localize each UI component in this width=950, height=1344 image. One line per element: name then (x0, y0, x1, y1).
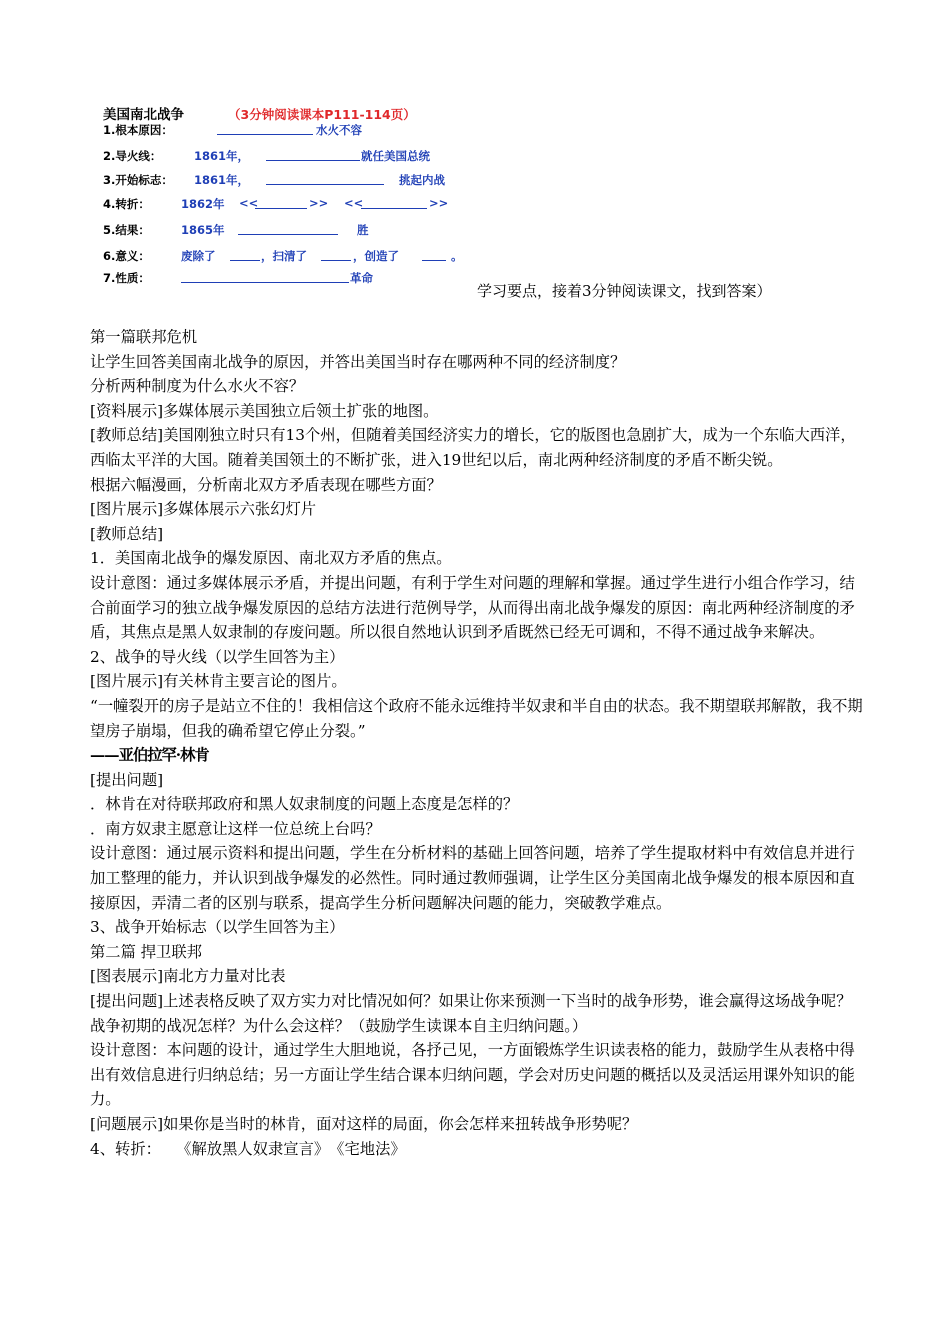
blank-line (361, 196, 427, 209)
row-text: << (239, 196, 259, 210)
paragraph: 设计意图：通过展示资料和提出问题，学生在分析材料的基础上回答问题，培养了学生提取材料中有效信息并进行加工整理的能力，并认识到战争爆发的必然性。同时通过教师强调，让学生区分美国南北战争爆发的根本原因和直接原因，弄清二者的区别与联系，提高学生分析问题解决问题的能力，突破教学难点。 (90, 844, 855, 912)
section-heading: 第二篇 捍卫联邦 (90, 942, 202, 961)
paragraph: [图片展示]多媒体展示六张幻灯片 (90, 500, 317, 519)
blank-line (230, 248, 260, 261)
body-text (90, 325, 865, 1161)
row-text: 1861年， (194, 149, 250, 163)
section-heading: 第一篇联邦危机 (90, 328, 198, 346)
worksheet-subtitle: （3分钟阅读课本P111-114页） (228, 107, 416, 122)
paragraph: 让学生回答美国南北战争的原因，并答出美国当时存在哪两种不同的经济制度？ (90, 352, 626, 371)
row-label: 3.开始标志： (103, 173, 173, 187)
row-text: 1865年 (181, 223, 225, 237)
paragraph: [问题展示]如果你是当时的林肯，面对这样的局面，你会怎样来扭转战争形势呢？ (90, 1115, 638, 1133)
row-text: 挑起内战 (399, 173, 445, 187)
paragraph: ．南方奴隶主愿意让这样一位总统上台吗？ (90, 819, 381, 838)
row-label: 4.转折： (103, 197, 150, 211)
row-text: >> (429, 196, 449, 210)
row-text: 。 (451, 249, 463, 263)
paragraph: 根据六幅漫画，分析南北双方矛盾表现在哪些方面？ (90, 475, 442, 494)
row-label: 6.意义： (103, 249, 150, 263)
paragraph: [图片展示]有关林肯主要言论的图片。 (90, 672, 347, 691)
row-text: >> (309, 196, 329, 210)
paragraph: [教师总结]美国刚独立时只有13个州，但随着美国经济实力的增长，它的版图也急剧扩大，成为一个东临大西洋，西临太平洋的大国。随着美国领土的不断扩张，进入19世纪以后，南北两种经济制度的矛盾不断尖锐。 (90, 426, 856, 469)
paragraph: 4、转折： 《解放黑人奴隶宣言》 《宅地法》 (90, 1139, 406, 1158)
quote-attribution: ——亚伯拉罕·林肯 (90, 746, 209, 765)
intro-text: 学习要点，接着3分钟阅读课文，找到答案） (477, 282, 772, 300)
blank-line (321, 248, 351, 261)
paragraph: [提出问题]上述表格反映了双方实力对比情况如何？如果让你来预测一下当时的战争形势，谁会赢得这场战争呢？战争初期的战况怎样？为什么会这样？（鼓励学生读课本自主归纳问题。） (90, 992, 852, 1035)
worksheet-title: 美国南北战争 (103, 107, 184, 123)
blank-line (238, 222, 338, 235)
row-text: 胜 (357, 223, 369, 237)
row-text: ，扫清了 (261, 249, 307, 263)
row-text: 水火不容 (316, 123, 362, 137)
paragraph: 3、战争开始标志（以学生回答为主） (90, 918, 345, 937)
blank-line (422, 248, 446, 261)
row-text: 革命 (350, 271, 373, 285)
blank-line (181, 270, 349, 283)
paragraph: [教师总结] (90, 524, 164, 543)
row-text: 1861年， (194, 173, 250, 187)
paragraph: 设计意图：通过多媒体展示矛盾，并提出问题，有利于学生对问题的理解和掌握。通过学生进行小组合作学习，结合前面学习的独立战争爆发原因的总结方法进行范例导学，从而得出南北战争爆发的原因：南北两种经济制度的矛盾，其焦点是黑人奴隶制的存废问题。所以很自然地认识到矛盾既然已经无可调和，不得不通过战争来解决。 (90, 573, 855, 642)
blank-line (255, 196, 307, 209)
paragraph: 设计意图：本问题的设计，通过学生大胆地说，各抒己见，一方面锻炼学生识读表格的能力，鼓励学生从表格中得出有效信息进行归纳总结；另一方面让学生结合课本归纳问题，学会对历史问题的概括以及灵活运用课外知识的能力。 (90, 1041, 855, 1109)
blank-line (217, 122, 313, 135)
row-label: 2.导火线： (103, 149, 162, 163)
paragraph: [资料展示]多媒体展示美国独立后领土扩张的地图。 (90, 401, 439, 420)
paragraph: [提出问题] (90, 770, 164, 789)
quote: “一幢裂开的房子是站立不住的！我相信这个政府不能永远维持半奴隶和半自由的状态。我不期望联邦解散，我不期望房子崩塌，但我的确希望它停止分裂。” (90, 696, 863, 740)
paragraph: ．林肯在对待联邦政府和黑人奴隶制度的问题上态度是怎样的？ (90, 795, 519, 814)
row-text: 废除了 (181, 249, 216, 263)
row-label: 5.结果： (103, 223, 150, 237)
blank-line (266, 148, 360, 161)
row-label: 7.性质： (103, 271, 150, 285)
row-text: 1862年 (181, 197, 225, 211)
paragraph: [图表展示]南北方力量对比表 (90, 967, 286, 986)
row-text: 就任美国总统 (361, 149, 430, 163)
row-text: ，创造了 (353, 249, 399, 263)
paragraph: 1．美国南北战争的爆发原因、南北双方矛盾的焦点。 (90, 549, 452, 568)
paragraph: 2、战争的导火线（以学生回答为主） (90, 647, 345, 666)
blank-line (266, 172, 384, 185)
row-text: << (344, 196, 364, 210)
paragraph: 分析两种制度为什么水火不容？ (90, 377, 305, 396)
worksheet-image (100, 100, 480, 290)
row-label: 1.根本原因： (103, 123, 173, 137)
